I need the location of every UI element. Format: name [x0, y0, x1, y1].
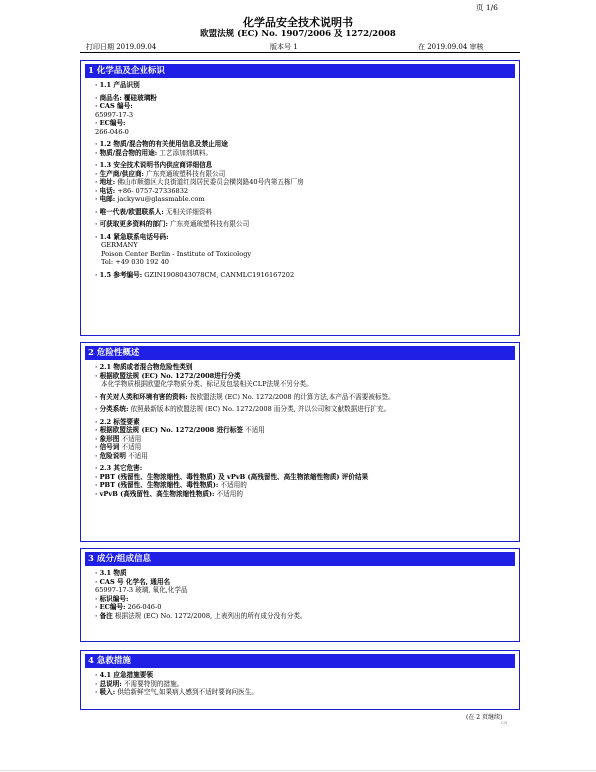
labelling-label: · 根据欧盟法规 (EC) No. 1272/2008 进行标签 — [95, 426, 243, 434]
hazard-info-value: 按欧盟法规 (EC) No. 1272/2008 的计算方法,本产品不需要被标签。 — [187, 392, 395, 401]
cas-label: · CAS 编号: — [95, 102, 133, 110]
emergency-phone: Tel: +49 030 192 40 — [101, 258, 169, 266]
footer-divider — [0, 770, 596, 771]
vpvb-label: · vPvB (高残留性、高生物浓缩性物质): — [95, 489, 215, 498]
heading-2-2: · 2.2 标签要素 — [95, 417, 140, 426]
hazard-info-label: · 有关对人类和环境有害的资料: — [95, 392, 188, 401]
remarks-label: · 备注 — [95, 611, 113, 620]
vpvb-value: 不适用的 — [214, 489, 243, 498]
heading-1-3: · 1.3 安全技术说明书内供应商详细信息 — [95, 161, 213, 169]
department-value: 广东亮通玻塑科技有限公司 — [167, 220, 250, 228]
supplier-value: 广东亮通玻塑科技有限公司 — [144, 169, 226, 178]
product-name-value: 覆硅玻璃粉 — [123, 93, 157, 102]
signal-word-label: · 信号词 — [95, 443, 120, 451]
document-subtitle: 欧盟法规 (EC) No. 1907/2006 及 1272/2008 — [200, 29, 396, 39]
classification-reg-label: · 根据欧盟法规 (EC) No. 1272/2008进行分类 — [95, 371, 241, 380]
general-value: 不需要特别的措施。 — [121, 679, 184, 688]
cas-chem-name-value: 65997-17-3 玻璃, 氧化,化学品 — [95, 586, 188, 594]
page-number: 页 1/6 — [476, 3, 498, 12]
section-4 — [80, 650, 520, 710]
section-4-title: 4 急救措施 — [85, 654, 515, 668]
representative-label: · 唯一代表/欧盟联系人: — [95, 207, 164, 216]
representative-value: 无相关详细资料 — [163, 207, 213, 216]
pbt-value: 不适用的 — [218, 481, 247, 489]
reference-value: GZIN1908043078CM, CANMLC1916167202 — [142, 270, 295, 279]
email-value[interactable]: jackywu@glassmable.com — [115, 195, 205, 203]
inhalation-label: · 吸入: — [95, 688, 116, 696]
heading-4-1: · 4.1 应急措施要领 — [95, 671, 153, 679]
address-label: · 地址: — [95, 178, 116, 186]
section-1 — [80, 60, 520, 336]
pbt-label: · PBT (残留性、生物浓缩性、毒性物质): — [95, 481, 219, 489]
emergency-center: Poison Center Berlin - Institute of Toxicology — [101, 249, 252, 258]
heading-3-1: · 3.1 物质 — [95, 569, 127, 577]
use-label: · 物质/混合物的用途: — [95, 148, 158, 157]
department-label: · 可获取更多资料的部门: — [95, 220, 168, 228]
identification-label: · 标识编号: — [95, 594, 129, 603]
emergency-country: GERMANY — [101, 241, 138, 249]
classification-system-label: · 分类系统: — [95, 405, 129, 413]
print-date: 打印日期 2019.09.04 — [86, 43, 157, 51]
version-number: 版本号 1 — [270, 43, 298, 51]
section-1-title: 1 化学品及企业标识 — [85, 64, 515, 78]
inhalation-value: 供给新鲜空气,如果病人感到不适时要询问医生。 — [115, 688, 258, 696]
supplier-label: · 生产商/供应商: — [95, 169, 144, 178]
language-mark: CN — [501, 720, 508, 725]
heading-2-3: · 2.3 其它危害: — [95, 464, 143, 472]
classification-reg-value: 本化学物质根据欧盟化学物质分类、标记及包装相关CLP法规不另分类。 — [101, 380, 313, 388]
document-title: 化学品安全技术说明书 — [243, 16, 353, 29]
cas-chem-name-label: · CAS 号 化学名, 通用名 — [95, 577, 171, 586]
phone-label: · 电话: — [95, 186, 116, 195]
heading-1-4: · 1.4 紧急联系电话号码: — [95, 232, 169, 241]
classification-system-value: 依照最新版本的欧盟法规 (EC) No. 1272/2008 而分类, 并以公司和文献数据进行扩充。 — [128, 405, 391, 413]
section-2 — [80, 342, 520, 542]
section-3-title: 3 成分/组成信息 — [85, 552, 515, 566]
heading-1-1: · 1.1 产品识别 — [95, 81, 140, 89]
header-divider — [80, 52, 520, 53]
signal-word-value: 不适用 — [119, 443, 142, 451]
ec-number-value: 266-046-0 — [125, 603, 162, 611]
general-label: · 总说明: — [95, 679, 122, 688]
email-label: · 电邮: — [95, 195, 116, 203]
pictogram-label: · 象形图 — [95, 434, 120, 443]
ec-value: 266-046-0 — [95, 127, 129, 136]
address-value: 佛山市顺德区大良街道红岗居民委员会横岗路40号内第五栋厂房 — [115, 178, 304, 186]
hazard-statement-label: · 危险说明 — [95, 451, 126, 460]
use-value: 工艺添加剂填料。 — [157, 148, 213, 157]
cas-value: 65997-17-3 — [95, 110, 134, 119]
labelling-value: 不适用 — [242, 426, 265, 434]
product-name-label: · 商品名: — [95, 93, 122, 102]
pictogram-value: 不适用 — [119, 434, 142, 443]
heading-2-1: · 2.1 物质或者混合物危险性类别 — [95, 363, 193, 371]
continued-note: (在 2 页继续) — [466, 714, 503, 721]
hazard-statement-value: 不适用 — [125, 451, 148, 460]
ec-label: · EC编号: — [95, 119, 126, 127]
reference-label: · 1.5 参考编号: — [95, 270, 143, 279]
pbt-assessment-label: · PBT (残留性、生物浓缩性、毒性物质) 及 vPvB (高残留性、高生物浓缩性物质) 评价结果 — [95, 472, 369, 481]
section-2-title: 2 危险性概述 — [85, 346, 515, 360]
ec-number-label: · EC编号: — [95, 603, 126, 611]
phone-value: +86- 0757-27336832 — [115, 186, 189, 195]
review-date: 在 2019.09.04 审核 — [418, 43, 484, 51]
remarks-value: 根据法规 (EC) No. 1272/2008, 上表列出的所有成分没有分类。 — [112, 611, 307, 620]
section-3 — [80, 548, 520, 642]
heading-1-2: · 1.2 物质/混合物的有关使用信息及禁止用途 — [95, 140, 228, 148]
